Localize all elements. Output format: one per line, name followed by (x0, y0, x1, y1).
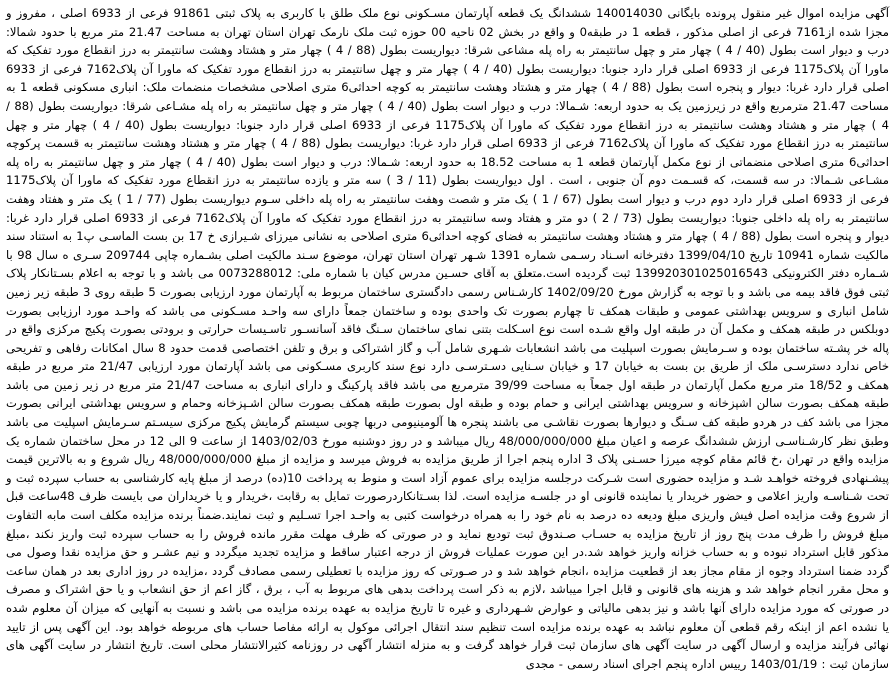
auction-notice-text: آگهی مزایده اموال غیر منقول پرونده بایگانی 140014030 ششدانگ یک قطعه آپارتمان مسـکونی نوع ملک طلق با کاربری به پلاک ثبتی 91861 فرعی از 6933 اصلی ، مفروز و مجزا شده از7161 فرعی از اصلی مذکور ، قطعه 1 در طبقه0 و واقع در بخش 02 ناحیه 00 حوزه ثبت ملک نارمک تهران استان تهران به مساحت 21.47 متر مربع با حدود شمالا: درب و دیوار است بطول (40 / 4 ) چهار متر و چهل سانتیمتر به راه پله مشاعی شرقا: دیواریست بطول (88 / 4 ) چهار متر و هشتاد وهشت سانتیمتر به درز انقطاع مورد تفکیک که ماورا آن پلاک1175 فرعی از 6933 اصلی قرار دارد جنوبا: دیواریست بطول (40 / 4 ) چهار متر و چهل سانتیمتر به درز انقطاع مورد تفکیک که ماورا آن پلاک7162 فرعی از 6933 اصلی قرار دارد غربا: دیوار و پنجره است بطول (88 / 4 ) چهار متر و هشتاد وهشت سانتیمتر به کوچه احداثی6 متری اصلاحی مشخصات منضمات ملک: انباری مسکونی قطعه 1 به مساحت 21.47 مترمربع واقع در زیرزمین یک به حدود اربعه: شـمالا: درب و دیوار است بطول (40 / 4 ) چهار متر و چهل سانتیمتر به راه پله مشـاعی شرقا: دیواریست بطول (88 / 4 ) چهار متر و هشتاد وهشت سانتیمتر به درز انقطاع مورد تفکیک که ماورا آن پلاک1175 فرعی از 6933 اصلی قرار دارد جنوبا: دیواریست بطول (40 / 4 ) چهار متر و چهل سانتیمتر به درز انقطاع مورد تفکیک که ماورا آن پلاک7162 فرعی از 6933 اصلی قرار دارد غربا: دیواریست بطول (88 / 4 ) چهار متر و هشتاد وهشت سانتیمتر به قسمت پرکوچه احداثی6 متری اصلاحی منضماتی از نوع مکمل آپارتمان قطعه 1 به مساحت 18.52 به حدود اربعه: شـمالا: درب و دیوار است بطول (40 / 4 ) چهار متر و چهل سانتیمتر به راه پله مشـاعی شـمالا: در سه قسمت، که قسـمت دوم آن جنوبی ، است . اول دیواریست بطول (11 / 3 ) سه متر و یازده سانتیمتر به درز انقطاع مورد تفکیک که ماورا آن پلاک1175 فرعی از 6933 اصلی قرار دارد دوم درب و دیوار است بطول (67 / 1 ) یک متر و شصت وهفت سانتیمتر به راه پله داخلی سـوم دیواریست بطول (77 / 1 ) یک متر و هفتاد وهفت سانتیمتر به راه پله داخلی جنوبا: دیواریست بطول (73 / 2 ) دو متر و هفتاد وسه سانتیمتر به درز انقطاع مورد تفکیک که ماورا آن پلاک7162 فرعی از 6933 اصلی قرار دارد غربا: دیوار و پنجره است بطول (88 / 4 ) چهار متر و هشتاد وهشت سانتیمتر به فضای کوچه احداثی6 متری اصلاحی به نشانی میرزای شـیرازی خ 17 بن بست الماسـی پ1 به استناد سند مالکیت شماره 10941 تاریخ 1399/04/10 دفترخانه اسـناد رسـمی شماره 1391 شـهر تهران استان تهران، موضوع سـند مالکیت اصلی بشـماره چاپی 209744 سـری ه سال 98 با شـماره دفتر الکترونیکی 139920301025016543 ثبت گردیده است.متعلق به آقای حسـین مدرس کیان با شماره ملی: 0073288012 می باشد و با توجه به اعلام بسـتانکار پلاک ثبتی فوق فاقد بیمه می باشد و با توجه به گزارش مورخ 1402/09/20 کارشـناس رسمی دادگستری ساختمان مربوط به آپارتمان مورد ارزیابی بصورت 5 طبقه روی 3 طبقه زیر زمین شامل انباری و سرویس بهداشتی عمومی و طبقات همکف تا چهارم بصورت تک واحدی بوده و ساختمان جمعاً دارای سه واحـد مسـکونی می باشد که واحـد مورد ارزیابی بصورت دوبلکس در طبقه همکف و مکمل آن در طبقه اول واقع شـده است نوع اسـکلت بتنی نمای ساختمان سـنگ فاقد آسانسـور تاسـیسات حرارتی و برودتی بصورت پکیج مرکزی واقع در پاله خر پشـته ساختمان بوده و سـرمایش بصورت اسپلیت می باشد انشعابات شـهری شامل آب و گاز اشتراکی و برق و تلفن اختصاصی قدمت حدود 8 سال امکانات رفاهی و تفریحی خاص ندارد دسترسـی ملک از طریق بن بست به خیابان 17 و خیابان سـنایی دسـترسـی دارد نوع سند کاربری مسـکونی می باشد آپارتمان مورد ارزیابی 21/47 متر مربع در طبقه همکف و 18/52 متر مربع مکمل آپارتمان در طبقه اول جمعاً به مساحت 39/99 مترمربع می باشد فاقد پارکینگ و دارای انباری به مساحت 21/47 متر مربع در زیر زمین می باشد طبقه همکف بصورت سالن اشپزخانه و سرویس بهداشتی ایرانی و حمام بوده و طبقه اول بصورت طبقه همکف بصورت سالن اشـپزخانه وحمام و سرویس بهداشتی ایرانی بصورت مجزا می باشد کف در هردو طبقه کف سـنگ و دیوارها بصورت نقاشـی می باشند پنجره ها آلومینیومی دربها چوبی سیستم گرمایش پکیج مرکزی سیسـتم سـرمایش اسپلیت می باشد وطبق نظر کارشـناسـی ارزش ششدانگ عرصه و اعیان مبلغ 48/000/000/000 ریال میباشد و در روز دوشنبه مورخ 1403/02/03 از ساعت 9 الی 12 در محل ساختمان شماره یک مزایده واقع در تهران ،خ قائم مقام کوچه میرزا حسـنی پلاک 3 اداره پنجم اجرا از طریق مزایده به فروش میرسد و مزایده از مبلغ 48/000/000/000 ریال شروع و به بالاترین قیمت پیشـنهادی فروخته خواهـد شـد و مزایده حضوری است شـرکت درجلسه مزایده برای عموم آزاد است و منوط به پرداخت 10(ده) درصد از مبلغ پایه کارشناسی به حساب سپرده ثبت و تحت شـناسـه واریز اعلامی و حضور خریدار یا نماینده قانونی او در جلسـه مزایده است. لذا بسـتانکاردرصورت تمایل به رقابت ،خریدار و یا خریداران می بایست ظرف 48ساعت قبل از شروع وقت مزایده اصل فیش واریزی مبلغ ودیعه ده درصد به نام خود را به همراه درخواست کتبی به واحـد اجرا تسـلیم و ثبت نمایند.ضمناً برنده مزایده مکلف است مابه التفاوت مبلغ فروش را ظرف مدت پنج روز از تاریخ مزایده به حسـاب صـندوق ثبت تودیع نماید و در صورتی که ظرف مهلت مقرر مانده فروش را به حساب سپرده ثبت واریز نکند ،مبلغ مذکور قابل استرداد نبوده و به حساب خزانه واریز خواهد شد.در این صورت عملیات فروش از درجه اعتبار ساقط و مزایده تجدید میگردد و نیم عشـر و حق مزایده نقدا وصول می گردد ضمنا استرداد وجوه از مقام مجاز بعد از قطعیت مزایده ،انجام خواهد شد و در صـورتی که روز مزایده با تعطیلی رسمی مصادف گردد ،مزایده در روز اداری بعد در همان ساعت و محل مقرر انجام خواهد شد و هزینه های قانونی و قابل اجرا میباشد ،لازم به ذکر است پرداخت بدهی های مربوط به آب ، برق ، گاز اعم از حق انشعاب و یا حق اشتراک و مصرف در صورتی که مورد مزایده دارای آنها باشد و نیز بدهی مالیاتی و عوارض شـهرداری و غیره تا تاریخ مزایده به عهده برنده مزایده می باشد و نسبت به آنهایی که میزان آن معلوم شده یا نشده اعم از اینکه رقم قطعی آن معلوم نباشد به عهده برنده مزایده است تنظیم سند انتقال اجرائی موکول به ارائه مفاصا حساب های مربوطه خواهد بود. این آگهی پس از تایید نهائی فرآیند مزایده و ارسال آگهی در سایت آگهی های سازمان ثبت قرار خواهد گرفت و به منزله انتشار آگهی در روزنامه کثیرالانتشار محلی است. تاریخ انتشار در سایت آگهی های سازمان ثبت : 1403/01/19 رییس اداره پنجم اجرای اسناد رسمی - مجدی (6, 6, 890, 671)
